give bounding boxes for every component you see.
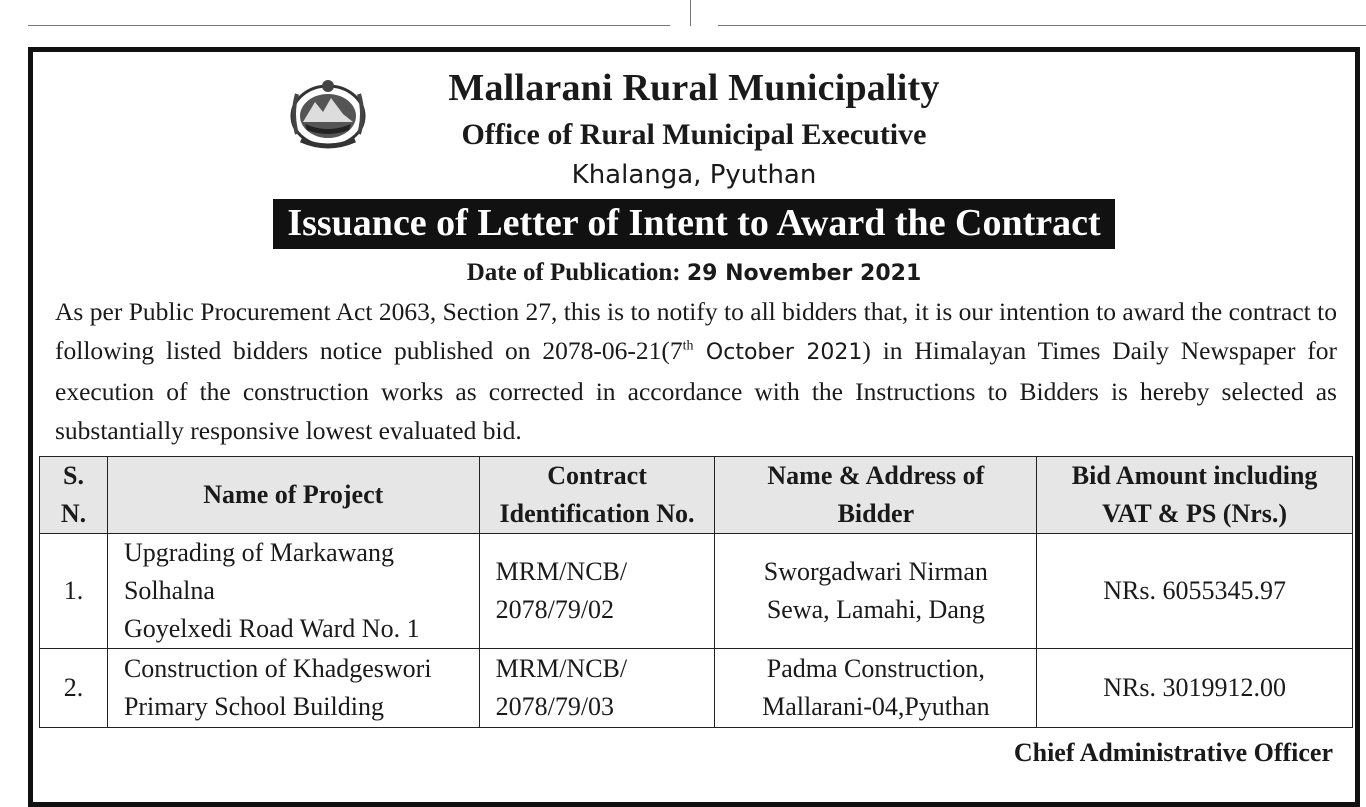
- office-name: Office of Rural Municipal Executive: [461, 118, 927, 151]
- paragraph-part2: October 2021: [693, 340, 863, 365]
- table-header-row: [40, 457, 1353, 534]
- table-row: [40, 534, 1353, 649]
- top-rule-right: [718, 25, 1366, 26]
- notice-paragraph: [55, 292, 1337, 450]
- cell-contract-id: MRM/NCB/ 2078/79/02: [479, 534, 715, 649]
- header-sn: S. N.: [40, 457, 108, 534]
- publication-date: [33, 259, 1355, 287]
- table-row: [40, 649, 1353, 728]
- cell-bid-amount: NRs. 3019912.00: [1037, 649, 1353, 728]
- office-address: Khalanga, Pyuthan: [571, 160, 817, 190]
- paragraph-part3: ) in Himalayan Times Daily Newspaper for execution of the construction works as corrected in accordance with the Instructions to Bidders is hereby selected as substantially responsive lowest evaluated bid.: [55, 336, 1337, 445]
- award-table: [39, 456, 1353, 728]
- paragraph-part1: As per Public Procurement Act 2063, Section 27, this is to notify to all bidders that, it is our intention to award the contract to following listed bidders notice published on 2078-06-21(7: [55, 297, 1337, 365]
- top-rule-lines: [0, 0, 1366, 30]
- top-rule-divider: [690, 0, 691, 26]
- cell-contract-id: MRM/NCB/ 2078/79/03: [479, 649, 715, 728]
- cell-bid-amount: NRs. 6055345.97: [1037, 534, 1353, 649]
- header-project: Name of Project: [107, 457, 479, 534]
- cell-sn: 2.: [40, 649, 108, 728]
- publication-date-value: 29 November 2021: [686, 261, 922, 286]
- cell-project: Construction of Khadgeswori Primary School Building: [107, 649, 479, 728]
- cell-project: Upgrading of Markawang Solhalna Goyelxedi Road Ward No. 1: [107, 534, 479, 649]
- top-rule-left: [28, 25, 670, 26]
- paragraph-superscript: th: [682, 338, 694, 354]
- notice-box: [28, 47, 1360, 807]
- notice-banner: Issuance of Letter of Intent to Award the Contract: [273, 199, 1114, 249]
- banner-wrapper: [33, 199, 1355, 249]
- header-bidder: Name & Address of Bidder: [715, 457, 1037, 534]
- signature-title: Chief Administrative Officer: [1013, 738, 1333, 767]
- cell-bidder: Sworgadwari Nirman Sewa, Lamahi, Dang: [715, 534, 1037, 649]
- header-contract-id: Contract Identification No.: [479, 457, 715, 534]
- publication-date-label: Date of Publication:: [466, 259, 681, 286]
- cell-bidder: Padma Construction, Mallarani-04,Pyuthan: [715, 649, 1037, 728]
- header-bid-amount: Bid Amount including VAT & PS (Nrs.): [1037, 457, 1353, 534]
- municipality-title: Mallarani Rural Municipality: [448, 67, 940, 109]
- cell-sn: 1.: [40, 534, 108, 649]
